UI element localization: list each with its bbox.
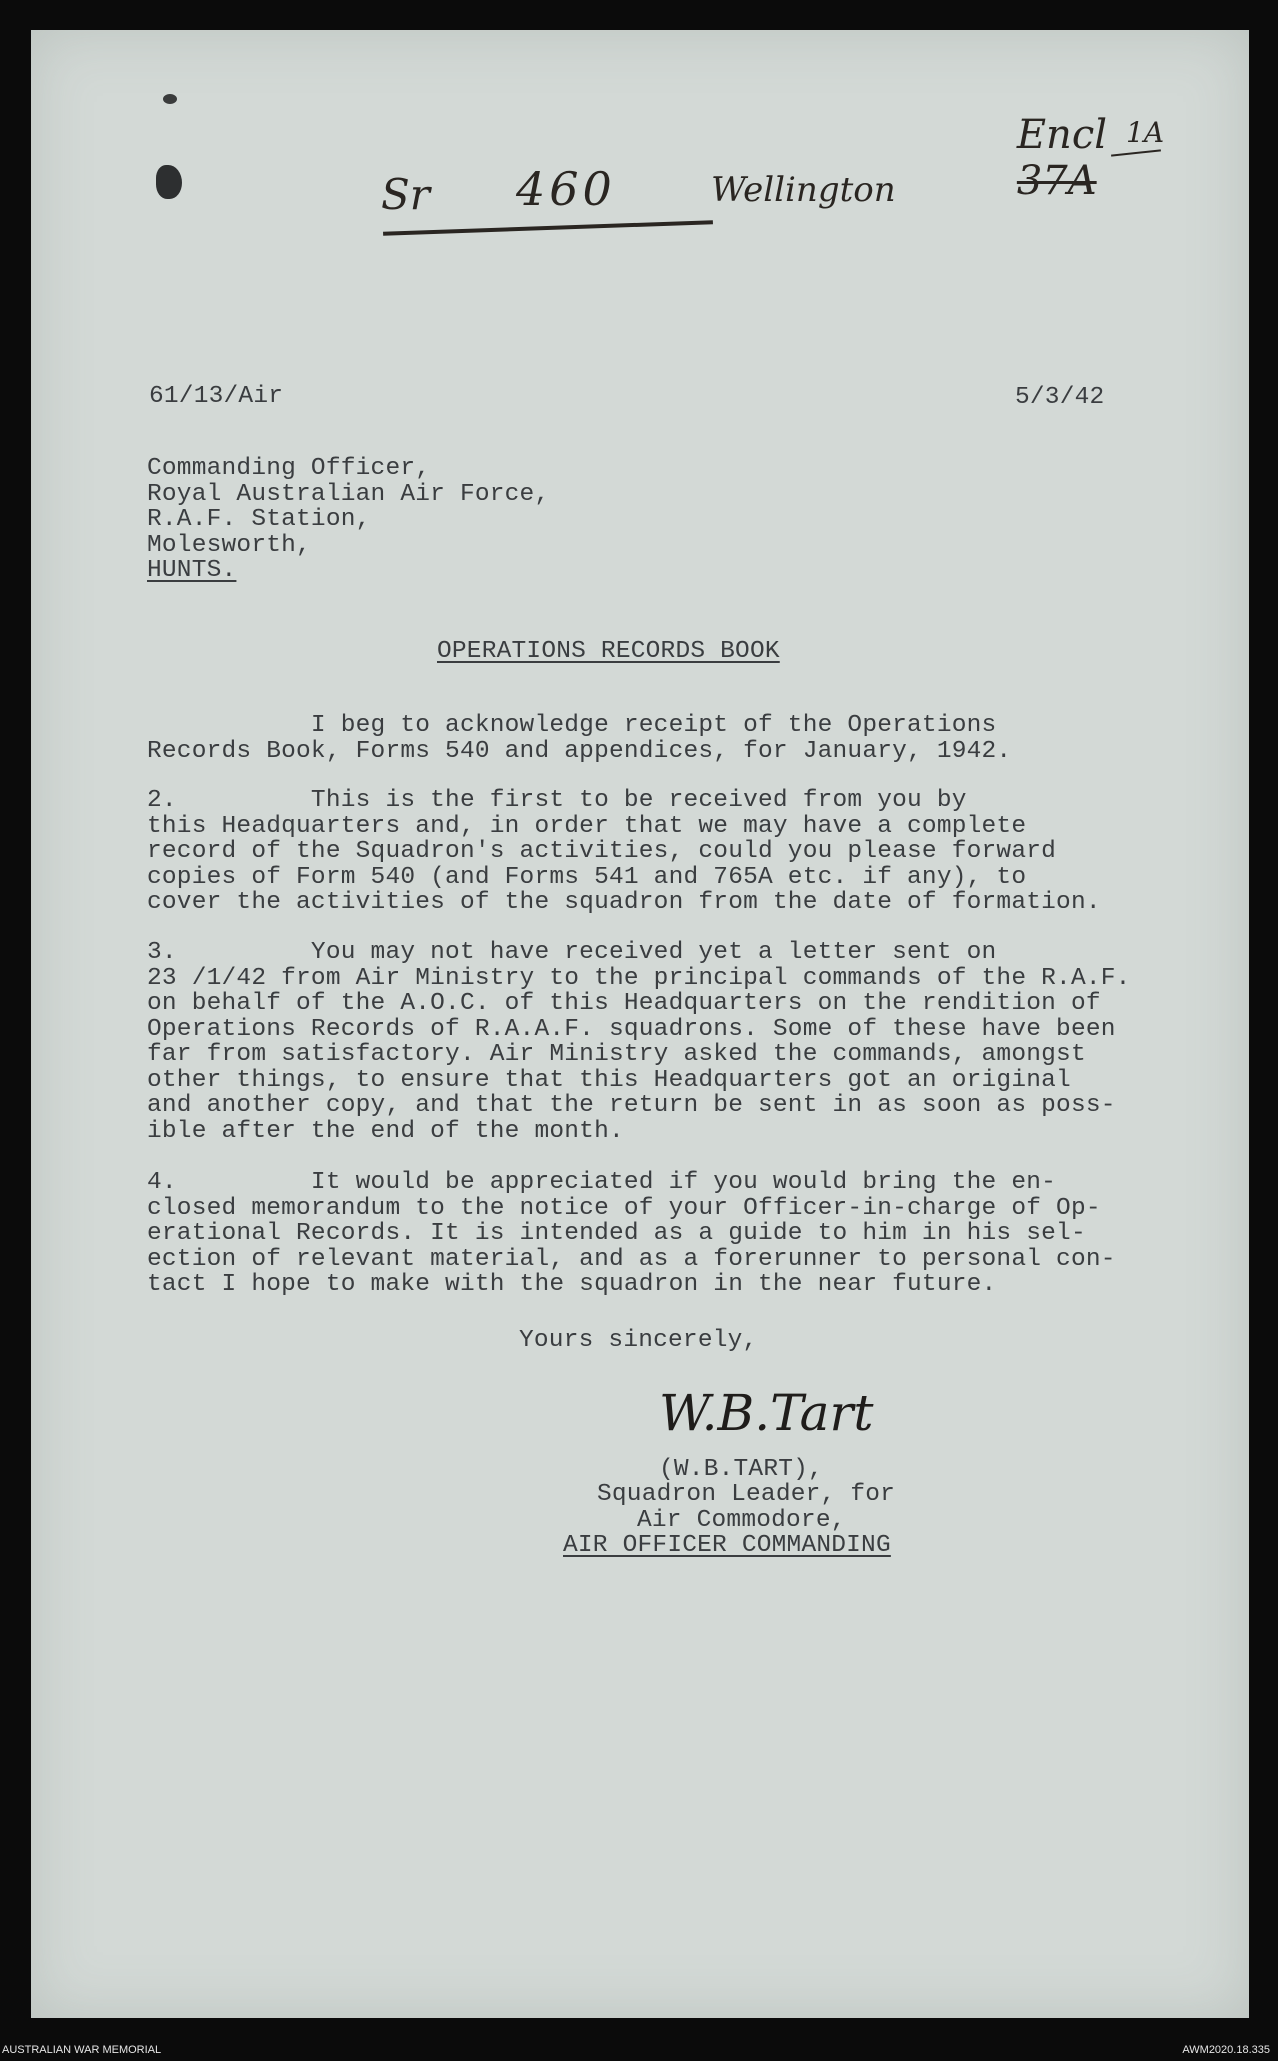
closing-salutation: Yours sincerely, (519, 1327, 758, 1354)
paragraph-line: far from satisfactory. Air Ministry asked the commands, amongst (147, 1041, 1086, 1068)
letter-date: 5/3/42 (1015, 384, 1105, 411)
signatory-title: AIR OFFICER COMMANDING (563, 1532, 891, 1559)
title-underline (383, 220, 713, 236)
paragraph-line: I beg to acknowledge receipt of the Operations (147, 712, 997, 739)
paragraph-line: 4. It would be appreciated if you would bring the en- (147, 1169, 1057, 1196)
paragraph-line: on behalf of the A.O.C. of this Headquarters on the rendition of (147, 990, 1101, 1017)
letter-heading: OPERATIONS RECORDS BOOK (437, 638, 780, 665)
paragraph-4 (147, 1170, 1116, 1298)
paragraph-line: cover the activities of the squadron from the date of formation. (147, 889, 1101, 916)
paragraph-line: ible after the end of the month. (147, 1117, 624, 1145)
footer-archive-name: AUSTRALIAN WAR MEMORIAL (2, 2044, 162, 2056)
address-line: Commanding Officer, (147, 455, 431, 482)
punch-hole-mark (163, 94, 177, 104)
address-line: Royal Australian Air Force, (147, 480, 550, 508)
reference-number: 61/13/Air (149, 383, 284, 410)
signatory-for: Air Commodore, (637, 1507, 846, 1534)
address-block (147, 456, 549, 584)
paragraph-line: Records Book, Forms 540 and appendices, for January, 1942. (147, 737, 1012, 765)
paragraph-line: and another copy, and that the return be sent in as soon as poss- (147, 1092, 1116, 1119)
punch-hole-mark (156, 165, 182, 199)
signatory-rank: Squadron Leader, for (597, 1481, 896, 1508)
paragraph-3 (147, 940, 1131, 1144)
enclosure-struck-number: 37A (1016, 158, 1097, 204)
handwritten-title-aircraft: Wellington (711, 170, 896, 210)
paragraph-line: 23 /1/42 from Air Ministry to the principal commands of the R.A.F. (147, 964, 1131, 992)
paragraph-line: 2. This is the first to be received from you by (147, 787, 967, 814)
handwritten-enclosure-sub: 1A (1126, 116, 1165, 149)
paragraph-line: this Headquarters and, in order that we may have a complete (147, 812, 1027, 840)
paragraph-1 (147, 713, 1011, 764)
address-line: R.A.F. Station, (147, 506, 371, 533)
address-line: Molesworth, (147, 531, 311, 559)
address-line: HUNTS. (147, 557, 237, 584)
paragraph-line: copies of Form 540 (and Forms 541 and 765A etc. if any), to (147, 863, 1027, 891)
paragraph-line: tact I hope to make with the squadron in the near future. (147, 1271, 997, 1298)
signatory-name: (W.B.TART), (659, 1456, 823, 1483)
paragraph-2 (147, 788, 1101, 916)
handwritten-signature: W.B.Tart (659, 1384, 874, 1442)
paragraph-line: closed memorandum to the notice of your Officer-in-charge of Op- (147, 1194, 1101, 1222)
paragraph-line: Operations Records of R.A.A.F. squadrons. Some of these have been (147, 1015, 1116, 1043)
enclosure-underline (1111, 149, 1161, 156)
paragraph-line: ection of relevant material, and as a forerunner to personal con- (147, 1245, 1116, 1273)
paragraph-line: erational Records. It is intended as a guide to him in his sel- (147, 1220, 1086, 1247)
handwritten-enclosure-note (966, 66, 1107, 250)
paragraph-line: 3. You may not have received yet a letter sent on (147, 939, 997, 966)
paragraph-line: record of the Squadron's activities, could you please forward (147, 838, 1057, 865)
paragraph-line: other things, to ensure that this Headquarters got an original (147, 1066, 1071, 1094)
enclosure-label: Encl (1016, 112, 1108, 158)
handwritten-title-prefix: Sr (381, 170, 430, 219)
document-page (31, 30, 1249, 2018)
footer-accession-number: AWM2020.18.335 (1182, 2044, 1270, 2056)
handwritten-title-number: 460 (516, 162, 616, 216)
